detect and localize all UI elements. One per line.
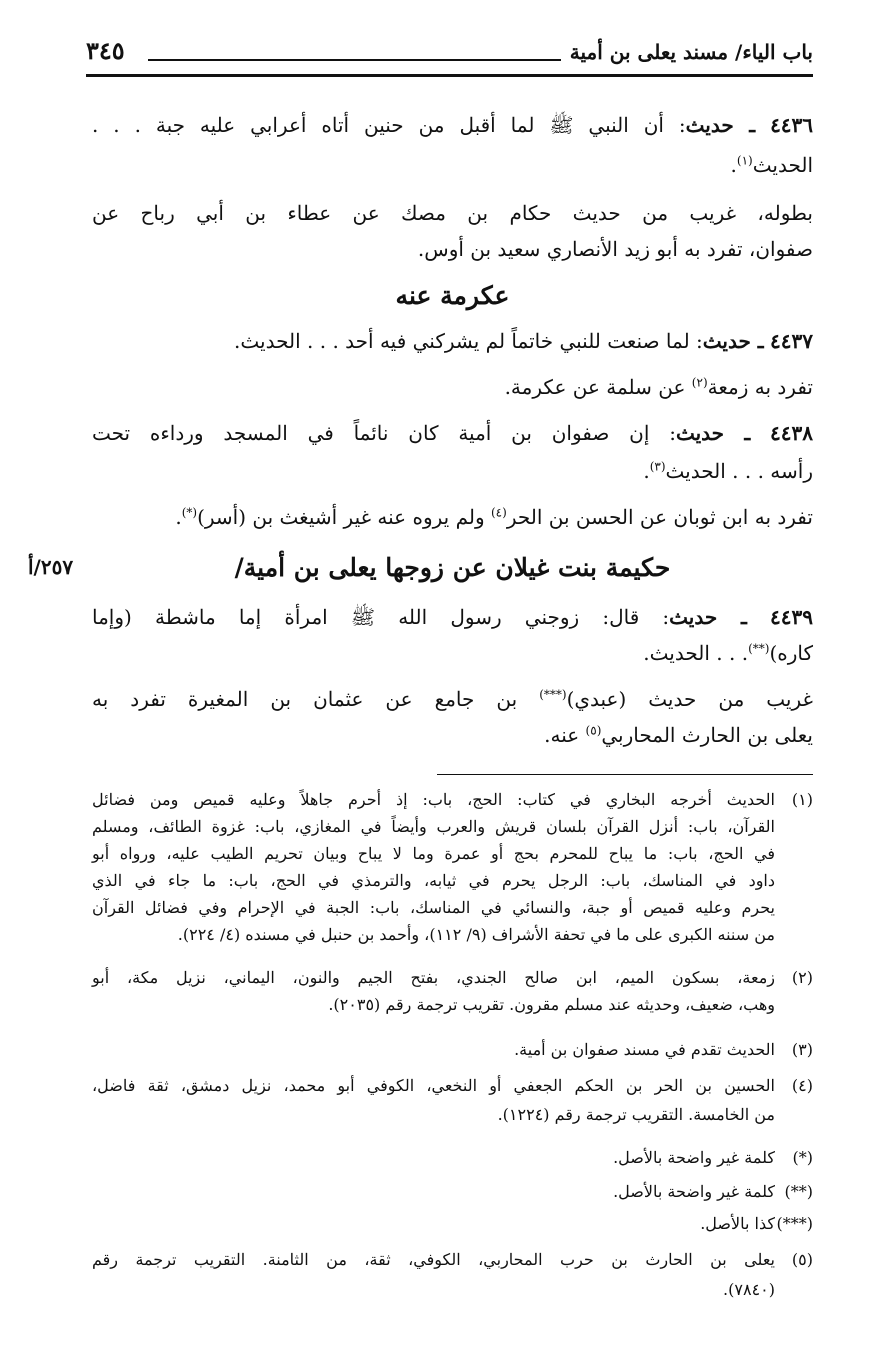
hadith-label: ـ حديث: [702, 329, 764, 353]
footnote-number: (٥): [791, 1250, 813, 1269]
footnote-ref: (٢): [691, 375, 708, 390]
footnote-number: (٢): [791, 968, 813, 987]
footnote-text: كذا بالأصل.: [700, 1214, 775, 1233]
footnote-1-line-4: داود في المناسك، باب: الرجل يحرم في ثيابه، والترمذي في الحج، باب: ما جاء في الذي: [92, 871, 776, 890]
paragraph-text: عنه.: [544, 723, 586, 747]
footnote-star-3: [92, 1212, 813, 1236]
paragraph-text: تفرد به زمعة: [707, 375, 813, 399]
hadith-4436-line-1: [92, 110, 813, 140]
footnote-separator: [437, 774, 813, 775]
footnote-text: يعلى بن الحارث بن حرب المحاربي، الكوفي، ثقة، من الثامنة. التقريب ترجمة رقم: [92, 1250, 775, 1269]
footnote-4-line-2: من الخامسة. التقريب ترجمة رقم (١٢٢٤).: [497, 1105, 775, 1124]
paragraph-text: عن سلمة عن عكرمة.: [504, 375, 692, 399]
hadith-4437-line-1: [234, 326, 813, 356]
paragraph-4-line-1: [92, 684, 813, 714]
section-heading-hakima: حكيمة بنت غيلان عن زوجها يعلى بن أمية/: [234, 553, 671, 582]
running-header-title: باب الياء/ مسند يعلى بن أمية: [569, 40, 813, 64]
hadith-4438-line-2: [643, 456, 813, 486]
footnote-text: كلمة غير واضحة بالأصل.: [613, 1182, 775, 1201]
hadith-number: ٤٤٣٨: [770, 421, 813, 445]
hadith-label: ـ حديث: [675, 421, 751, 445]
footnote-number: (١): [791, 790, 813, 809]
footnote-text: الحديث أخرجه البخاري في كتاب: الحج، باب: إذ أحرم جاهلاً وعليه قميص ومن فضائل: [92, 790, 775, 809]
paragraph-text: يعلى بن الحارث المحاربي: [601, 723, 813, 747]
paragraph-4-line-2: [544, 720, 813, 750]
paragraph-3: [175, 502, 813, 532]
hadith-label: ـ حديث: [685, 113, 756, 137]
footnote-star-1: [92, 1146, 813, 1170]
hadith-text: رأسه . . . الحديث: [665, 459, 813, 483]
footnote-number: (**): [784, 1182, 813, 1201]
footnote-5-line-1: [92, 1248, 813, 1272]
period: .: [175, 505, 182, 529]
footnote-number: (٣): [791, 1040, 813, 1059]
header-rule: [148, 59, 561, 61]
hadith-4439-line-2: [643, 638, 813, 668]
hadith-text: : لما صنعت للنبي خاتماً لم يشركني فيه أحد . . . الحديث.: [234, 329, 703, 353]
margin-folio-reference: ٢٥٧/أ: [28, 555, 74, 579]
footnote-3: [92, 1038, 813, 1062]
footnote-1-line-5: يحرم وعليه قميص أو جبة، والنسائي في المناسك، باب: الجبة في الإحرام وفي فضائل القرآن: [92, 898, 775, 917]
hadith-text: : إن صفوان بن أمية كان نائماً في المسجد ورداءه تحت: [92, 421, 676, 445]
footnote-ref: (**): [748, 641, 770, 656]
footnote-1-line-2: القرآن، باب: أنزل القرآن بلسان قريش والعرب وأيضاً في المغازي، باب: غزوة الطائف، ومسلم: [92, 817, 775, 836]
hadith-4436-line-2: [731, 150, 813, 180]
footnote-star-2: [92, 1180, 813, 1204]
hadith-number: ٤٤٣٩: [770, 605, 814, 629]
hadith-text: : قال: زوجني رسول الله ﷺ امرأة إما ماشطة (وإما: [92, 605, 670, 629]
footnote-2-line-2: وهب، ضعيف، وحديثه عند مسلم مقرون. تقريب ترجمة رقم (٢٠٣٥).: [328, 995, 775, 1014]
paragraph-text: تفرد به ابن ثوبان عن الحسن بن الحر: [506, 505, 813, 529]
footnote-1-line-1: [92, 788, 813, 812]
period: .: [643, 459, 650, 483]
hadith-text: الحديث: [752, 153, 813, 177]
footnote-1-line-6: من سننه الكبرى على ما في تحفة الأشراف (٩/ ١١٢)، وأحمد بن حنبل في مسنده (٤/ ٢٢٤).: [177, 925, 775, 944]
hadith-text: . . . الحديث.: [643, 641, 749, 665]
paragraph-text: ولم يروه عنه غير أشيغث بن (أسر): [197, 505, 491, 529]
footnote-text: كلمة غير واضحة بالأصل.: [613, 1148, 775, 1167]
paragraph-1-line-1: بطوله، غريب من حديث حكام بن مصك عن عطاء بن أبي رباح عن: [92, 201, 813, 225]
hadith-text: كاره): [769, 641, 813, 665]
running-header: [86, 30, 813, 77]
paragraph-2: [505, 372, 813, 402]
footnote-number: (***): [776, 1214, 813, 1233]
footnote-5-line-2: (٧٨٤٠).: [723, 1280, 775, 1299]
footnote-ref: (٣): [649, 459, 666, 474]
footnote-ref: (***): [539, 687, 567, 702]
footnote-ref: (*): [181, 505, 198, 520]
footnote-text: الحسين بن الحر بن الحكم الجعفي أو النخعي، الكوفي أبو محمد، نزيل دمشق، ثقة فاضل،: [92, 1076, 775, 1095]
footnote-ref: (٥): [585, 723, 602, 738]
hadith-4438-line-1: [92, 418, 813, 448]
footnote-number: (٤): [791, 1076, 813, 1095]
footnote-ref: (١): [736, 153, 753, 168]
footnote-4-line-1: [92, 1074, 813, 1098]
footnote-ref: (٤): [490, 505, 507, 520]
hadith-text: : أن النبي ﷺ لما أقبل من حنين أتاه أعرابي عليه جبة . . .: [92, 113, 686, 137]
footnote-number: (*): [792, 1148, 813, 1167]
hadith-label: ـ حديث: [669, 605, 747, 629]
paragraph-text: غريب من حديث (عبدي): [566, 687, 813, 711]
footnote-2-line-1: [92, 966, 813, 990]
page-number: ٣٤٥: [86, 36, 125, 65]
hadith-number: ٤٤٣٦: [770, 113, 814, 137]
section-heading-ikrima: عكرمة عنه: [395, 281, 510, 310]
footnote-text: الحديث تقدم في مسند صفوان بن أمية.: [514, 1040, 775, 1059]
hadith-4439-line-1: [92, 602, 813, 632]
paragraph-1-line-2: صفوان، تفرد به أبو زيد الأنصاري سعيد بن أوس.: [417, 237, 813, 261]
paragraph-text: بن جامع عن عثمان بن المغيرة تفرد به: [92, 687, 540, 711]
hadith-number: ٤٤٣٧: [770, 329, 813, 353]
footnote-text: زمعة، بسكون الميم، ابن صالح الجندي، بفتح الجيم والنون، اليماني، نزيل مكة، أبو: [92, 968, 775, 987]
footnote-1-line-3: في الحج، باب: ما يباح للمحرم بحج أو عمرة وما لا يباح وبيان تحريم الطيب عليه، ورواه أبو: [92, 844, 776, 863]
period: .: [730, 153, 737, 177]
